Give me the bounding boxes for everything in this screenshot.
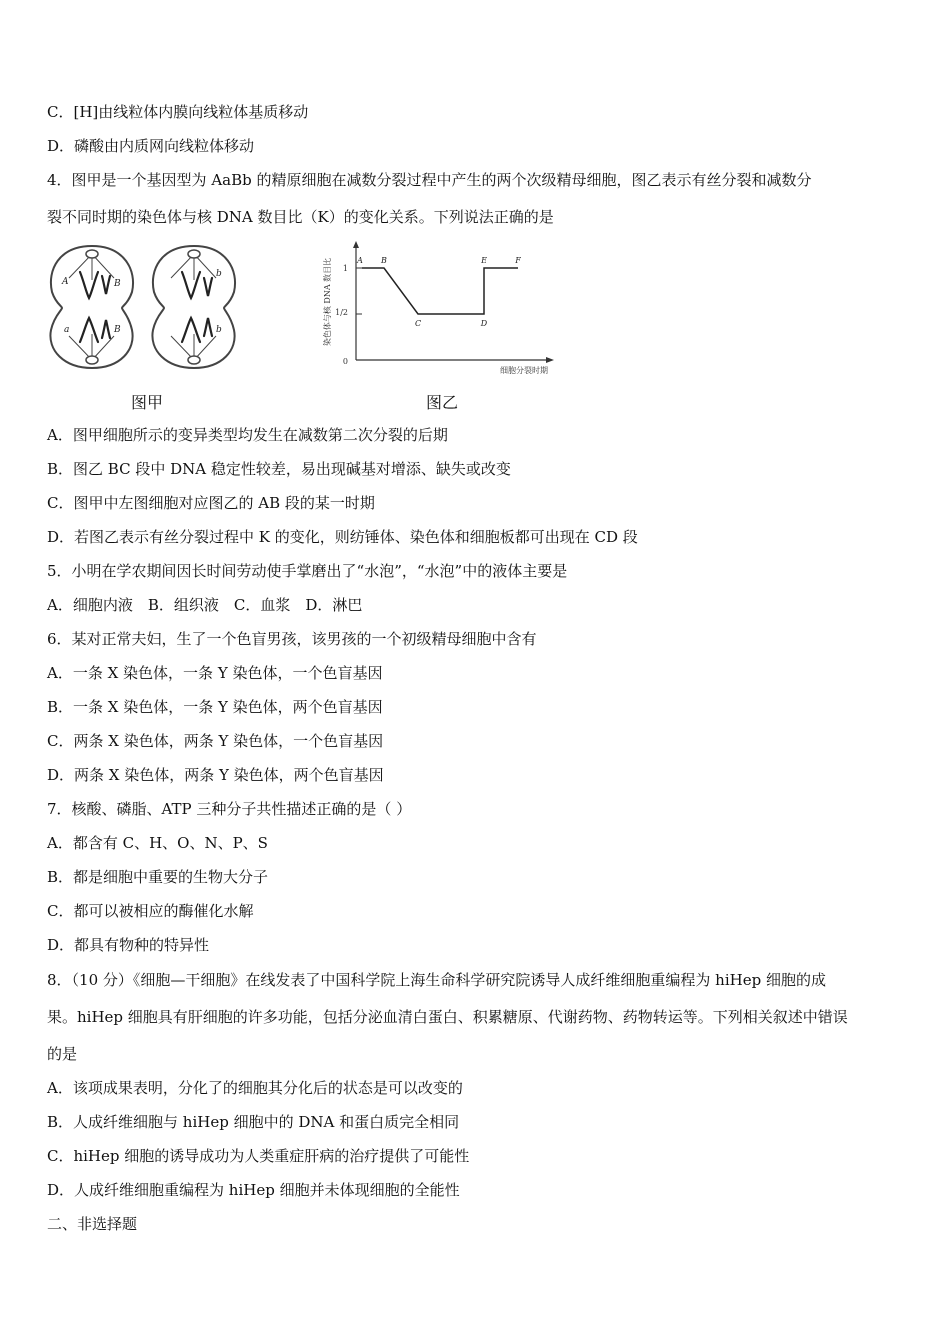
q7-stem: 7．核酸、磷脂、ATP 三种分子共性描述正确的是（ ） <box>47 800 412 818</box>
q3-option-c: C．[H]由线粒体内膜向线粒体基质移动 <box>47 103 309 121</box>
figure-a-label-b: b <box>216 269 222 279</box>
q8-option-b: B．人成纤维细胞与 hiHep 细胞中的 DNA 和蛋白质完全相同 <box>47 1113 460 1131</box>
q4-stem-line1: 4．图甲是一个基因型为 AaBb 的精原细胞在减数分裂过程中产生的两个次级精母细胞，图乙表示有丝分裂和减数分 <box>47 171 812 189</box>
x-axis-arrow <box>546 357 554 363</box>
q8-option-a: A．该项成果表明，分化了的细胞其分化后的状态是可以改变的 <box>47 1079 463 1097</box>
figure-a-caption: 图甲 <box>131 393 164 412</box>
q7-option-c: C．都可以被相应的酶催化水解 <box>47 902 254 920</box>
q8-stem-line2: 果。hiHep 细胞具有肝细胞的许多功能，包括分泌血清白蛋白、积累糖原、代谢药物、药物转运等。下列相关叙述中错误 <box>47 1008 848 1026</box>
point-label-D: D <box>480 319 488 328</box>
q8-option-c: C．hiHep 细胞的诱导成功为人类重症肝病的治疗提供了可能性 <box>47 1147 470 1165</box>
y-tick-1: 1 <box>342 264 348 273</box>
q5-stem: 5．小明在学农期间因长时间劳动使手掌磨出了“水泡”，“水泡”中的液体主要是 <box>47 562 568 580</box>
figure-b-chart <box>318 240 563 380</box>
point-label-C: C <box>414 319 422 328</box>
q8-stem-line3: 的是 <box>47 1045 78 1063</box>
q5-options: A．细胞内液 B．组织液 C．血浆 D．淋巴 <box>47 596 363 614</box>
chart-xlabel: 细胞分裂时期 <box>500 366 548 375</box>
point-label-E: E <box>481 256 487 265</box>
figure-a-label-b2: b <box>216 325 222 335</box>
q6-stem: 6．某对正常夫妇，生了一个色盲男孩，该男孩的一个初级精母细胞中含有 <box>47 630 537 648</box>
point-label-B: B <box>381 256 387 265</box>
point-label-A: A <box>357 256 363 265</box>
q4-option-c: C．图甲中左图细胞对应图乙的 AB 段的某一时期 <box>47 494 375 512</box>
figure-b-caption: 图乙 <box>426 393 459 412</box>
y-tick-0: 0 <box>342 357 348 366</box>
q7-option-d: D．都具有物种的特异性 <box>47 936 210 954</box>
q4-option-b: B．图乙 BC 段中 DNA 稳定性较差，易出现碱基对增添、缺失或改变 <box>47 460 511 478</box>
figure-a-label-a: a <box>64 325 70 335</box>
q7-option-a: A．都含有 C、H、O、N、P、S <box>47 834 268 852</box>
figure-a-cells <box>44 240 244 375</box>
figure-a-label-A: A <box>62 277 69 287</box>
chart-ylabel: 染色体与核 DNA 数目比 <box>323 257 332 347</box>
q6-option-b: B．一条 X 染色体，一条 Y 染色体，两个色盲基因 <box>47 698 383 716</box>
y-tick-half: 1/2 <box>335 308 348 317</box>
q6-option-c: C．两条 X 染色体，两条 Y 染色体，一个色盲基因 <box>47 732 384 750</box>
q8-option-d: D．人成纤维细胞重编程为 hiHep 细胞并未体现细胞的全能性 <box>47 1181 460 1199</box>
point-label-F: F <box>515 256 521 265</box>
q8-stem-line1: 8．（10 分）《细胞—干细胞》在线发表了中国科学院上海生命科学研究院诱导人成纤维细胞重编程为 hiHep 细胞的成 <box>47 971 826 989</box>
figure-a-label-B2: B <box>114 325 121 335</box>
q4-option-a: A．图甲细胞所示的变异类型均发生在减数第二次分裂的后期 <box>47 426 448 444</box>
q3-option-d: D．磷酸由内质网向线粒体移动 <box>47 137 255 155</box>
y-axis-arrow <box>353 241 359 248</box>
q4-option-d: D．若图乙表示有丝分裂过程中 K 的变化，则纺锤体、染色体和细胞板都可出现在 CD 段 <box>47 528 638 546</box>
q6-option-d: D．两条 X 染色体，两条 Y 染色体，两个色盲基因 <box>47 766 384 784</box>
figure-a-label-B: B <box>114 279 121 289</box>
q7-option-b: B．都是细胞中重要的生物大分子 <box>47 868 269 886</box>
q6-option-a: A．一条 X 染色体，一条 Y 染色体，一个色盲基因 <box>47 664 383 682</box>
q4-stem-line2: 裂不同时期的染色体与核 DNA 数目比（K）的变化关系。下列说法正确的是 <box>47 208 554 226</box>
section-2-title: 二、非选择题 <box>47 1215 138 1233</box>
series-line <box>362 268 518 314</box>
